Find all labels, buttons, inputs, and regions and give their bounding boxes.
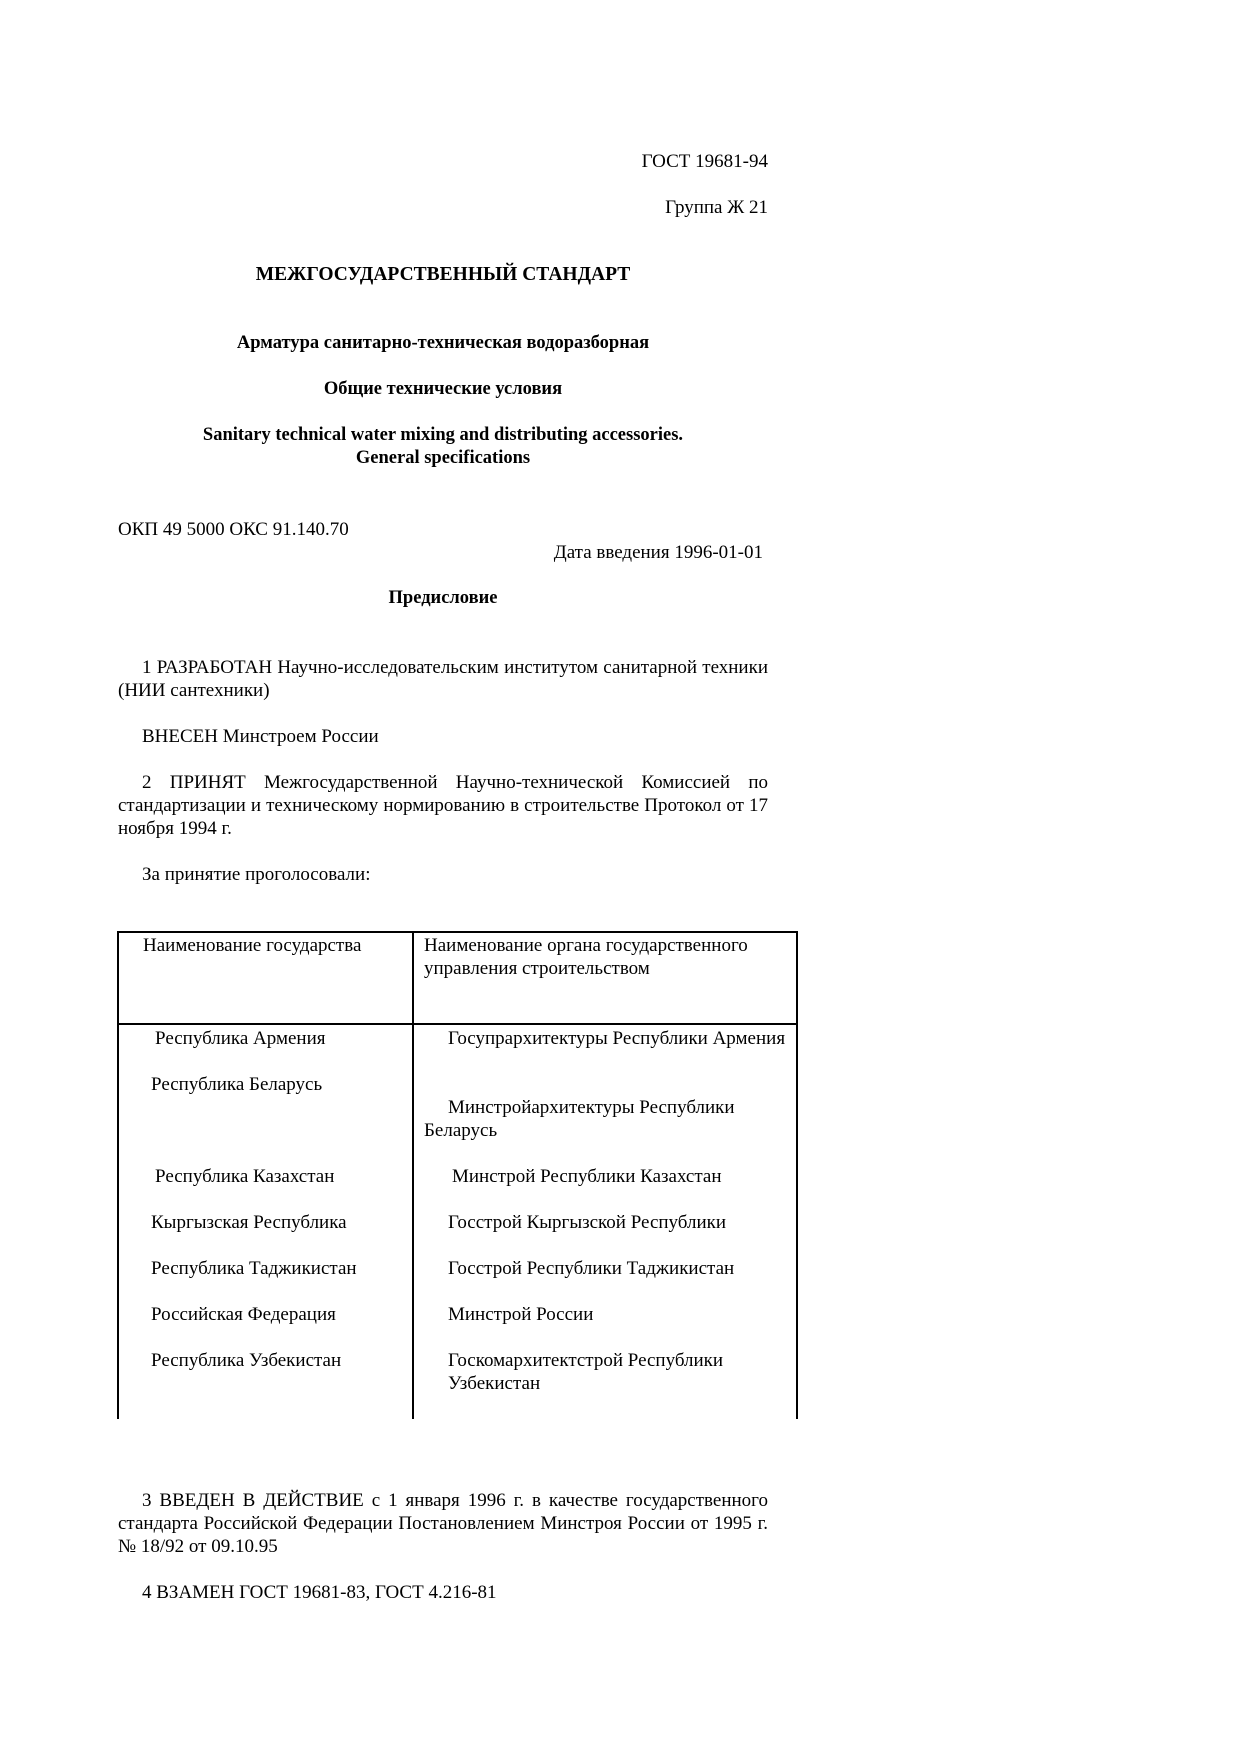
table-row-state: Республика Узбекистан <box>151 1350 342 1371</box>
classifier-codes: ОКП 49 5000 ОКС 91.140.70 <box>118 519 349 540</box>
table-row-state: Республика Казахстан <box>155 1166 335 1187</box>
table-row-body: Госкомархитектстрой Республики Узбекистан <box>448 1350 724 1394</box>
preface-heading: Предисловие <box>388 588 498 608</box>
document-title-en <box>118 424 768 470</box>
group-code: Группа Ж 21 <box>665 197 768 218</box>
table-border-top <box>117 931 798 933</box>
table-border-right-upper <box>796 931 798 1159</box>
table-row-body: Госстрой Кыргызской Республики <box>448 1212 727 1233</box>
table-border-right-lower <box>796 1159 798 1419</box>
table-header-body: Наименование органа государственного управления строительством <box>424 935 748 979</box>
table-row-state: Республика Армения <box>155 1028 326 1049</box>
voting-table <box>117 931 798 1419</box>
table-row-state: Республика Беларусь <box>151 1074 323 1095</box>
preface-paragraph-developed: 1 РАЗРАБОТАН Научно-исследовательским институтом санитарной техники (НИИ сантехники) <box>118 657 768 701</box>
paragraph-enacted: 3 ВВЕДЕН В ДЕЙСТВИЕ с 1 января 1996 г. в качестве государственного стандарта Российской Федерации Постановлением Минстроя России от 1995 г. № 18/92 от 09.10.95 <box>118 1490 768 1557</box>
table-header-state: Наименование государства <box>143 935 362 956</box>
document-type-heading: МЕЖГОСУДАРСТВЕННЫЙ СТАНДАРТ <box>255 264 631 285</box>
table-border-left <box>117 931 119 1419</box>
table-row-body: Минстройархитектуры Республики Беларусь <box>424 1097 735 1141</box>
document-title-ru: Арматура санитарно-техническая водоразборная <box>236 333 650 353</box>
preface-paragraph-introduced: ВНЕСЕН Минстроем России <box>142 726 379 747</box>
title-en-line-1: Sanitary technical water mixing and distributing accessories. <box>202 425 684 445</box>
table-header-divider <box>117 1023 798 1025</box>
document-subtitle-ru: Общие технические условия <box>323 379 563 399</box>
table-row-body: Госупрархитектуры Республики Армения <box>448 1028 786 1049</box>
table-row-state: Кыргызская Республика <box>151 1212 347 1233</box>
table-row-body: Госстрой Республики Таджикистан <box>448 1258 735 1279</box>
gost-number: ГОСТ 19681-94 <box>641 151 768 172</box>
preface-paragraph-adopted: 2 ПРИНЯТ Межгосударственной Научно-технической Комиссией по стандартизации и техническому нормированию в строительстве Протокол от 17 ноября 1994 г. <box>118 772 768 839</box>
preface-paragraph-voted: За принятие проголосовали: <box>142 864 371 885</box>
table-column-divider <box>412 931 414 1419</box>
effective-date: Дата введения 1996-01-01 <box>553 542 763 563</box>
title-en-line-2: General specifications <box>355 448 531 468</box>
table-row-body: Минстрой России <box>448 1304 594 1325</box>
paragraph-replaces: 4 ВЗАМЕН ГОСТ 19681-83, ГОСТ 4.216-81 <box>142 1582 497 1603</box>
table-row-state: Республика Таджикистан <box>151 1258 357 1279</box>
table-row-body: Минстрой Республики Казахстан <box>452 1166 722 1187</box>
table-row-state: Российская Федерация <box>151 1304 336 1325</box>
